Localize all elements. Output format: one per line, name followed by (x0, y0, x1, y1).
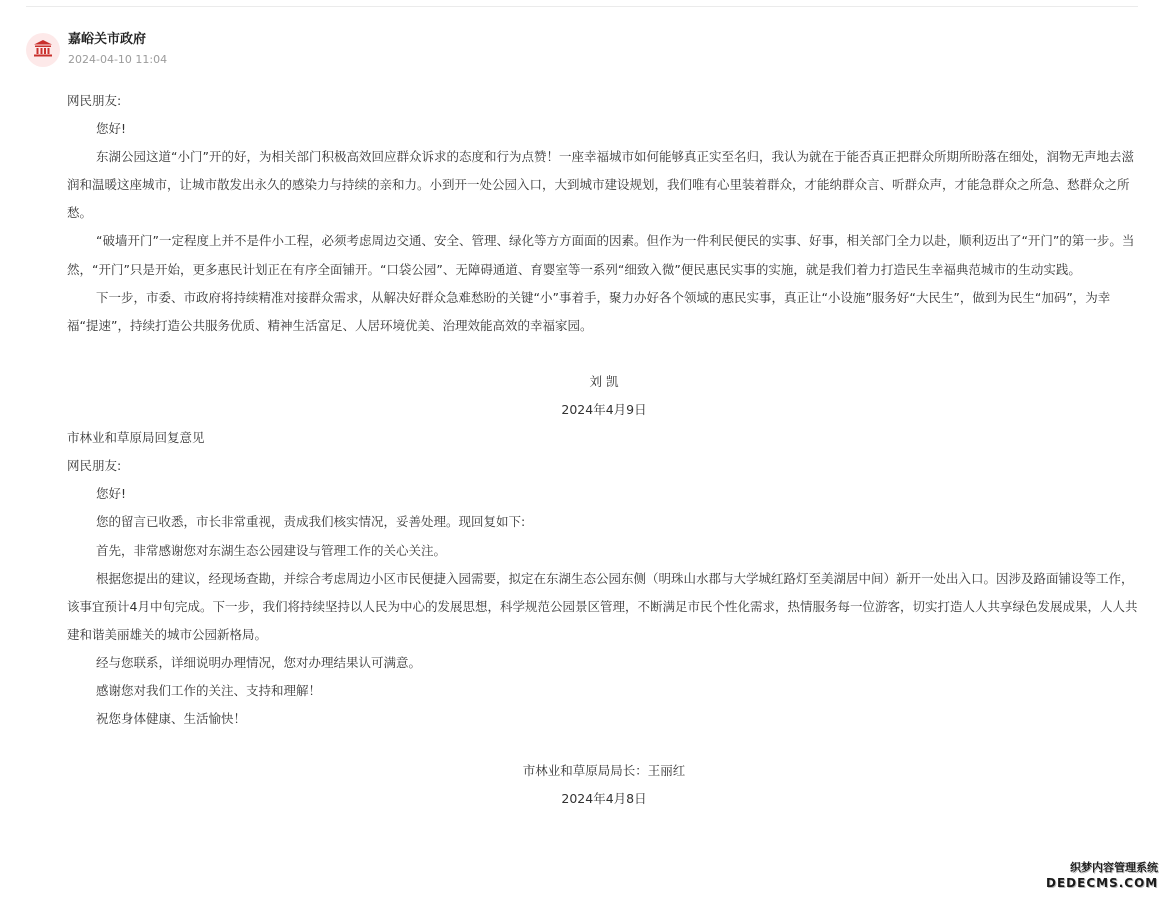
letter-paragraph: 下一步，市委、市政府将持续精准对接群众需求，从解决好群众急难愁盼的关键“小”事着手，聚力办好各个领域的惠民实事，真正让“小设施”服务好“大民生”，做到为民生“加码”，为幸福“提速”，持续打造公共服务优质、精神生活富足、人居环境优美、治理效能高效的幸福家园。 (67, 289, 1111, 333)
watermark-domain: DEDECMS.COM (1046, 876, 1159, 890)
letter-paragraph: “破墙开门”一定程度上并不是件小工程，必须考虑周边交通、安全、管理、绿化等方方面面的因素。但作为一件利民便民的实事、好事，相关部门全力以赴，顺利迈出了“开门”的第一步。当然，“开门”只是开始，更多惠民计划正在有序全面铺开。“口袋公园”、无障碍通道、育婴室等一系列“细致入微”便民惠民实事的实施，就是我们着力打造民生幸福典范城市的生动实践。 (67, 233, 1135, 277)
government-building-icon (33, 39, 53, 61)
reply-paragraph: 根据您提出的建议，经现场查勘，并综合考虑周边小区市民便捷入园需要，拟定在东湖生态公园东侧（明珠山水郡与大学城红路灯至美湖居中间）新开一处出入口。因涉及路面铺设等工作，该事宜预计4月中旬完成。下一步，我们将持续坚持以人民为中心的发展思想，科学规范公园景区管理，不断满足市民个性化需求，热情服务每一位游客，切实打造人人共享绿色发展成果，人人共建和谐美丽雄关的城市公园新格局。 (67, 570, 1138, 642)
top-divider (26, 6, 1138, 7)
letter-paragraph: 东湖公园这道“小门”开的好，为相关部门积极高效回应群众诉求的态度和行为点赞！一座幸福城市如何能够真正实至名归，我认为就在于能否真正把群众所期所盼落在细处，润物无声地去滋润和温暖这座城市，让城市散发出永久的感染力与持续的亲和力。小到开一处公园入口，大到城市建设规划，我们唯有心里装着群众，才能纳群众言、听群众声，才能急群众之所急、愁群众之所愁。 (67, 149, 1134, 221)
post-timestamp: 2024-04-10 11:04 (68, 53, 168, 66)
avatar[interactable] (26, 33, 60, 67)
reply-hello: 您好! (96, 486, 127, 502)
reply-title: 市林业和草原局回复意见 (67, 430, 205, 446)
watermark-title: 织梦内容管理系统 (1070, 861, 1158, 874)
reply-paragraph: 祝您身体健康、生活愉快！ (96, 711, 247, 727)
reply-date: 2024年4月8日 (561, 791, 647, 807)
spacer (67, 340, 1141, 368)
letter-date: 2024年4月9日 (561, 402, 647, 418)
reply-paragraph: 首先，非常感谢您对东湖生态公园建设与管理工作的关心关注。 (96, 542, 447, 558)
letter-hello: 您好! (96, 121, 127, 137)
post-header (26, 29, 167, 71)
post-content (67, 87, 1141, 813)
reply-paragraph: 您的留言已收悉，市长非常重视，责成我们核实情况，妥善处理。现回复如下: (96, 514, 526, 530)
reply-greeting: 网民朋友: (67, 458, 122, 474)
spacer (67, 733, 1141, 757)
reply-paragraph: 经与您联系，详细说明办理情况，您对办理结果认可满意。 (96, 654, 422, 670)
letter-signature: 刘 凯 (589, 373, 619, 389)
watermark (1046, 860, 1158, 896)
reply-paragraph: 感谢您对我们工作的关注、支持和理解！ (96, 682, 322, 698)
reply-signature: 市林业和草原局局长：王丽红 (522, 763, 686, 779)
letter-greeting: 网民朋友: (67, 93, 122, 108)
author-name[interactable]: 嘉峪关市政府 (68, 32, 147, 47)
